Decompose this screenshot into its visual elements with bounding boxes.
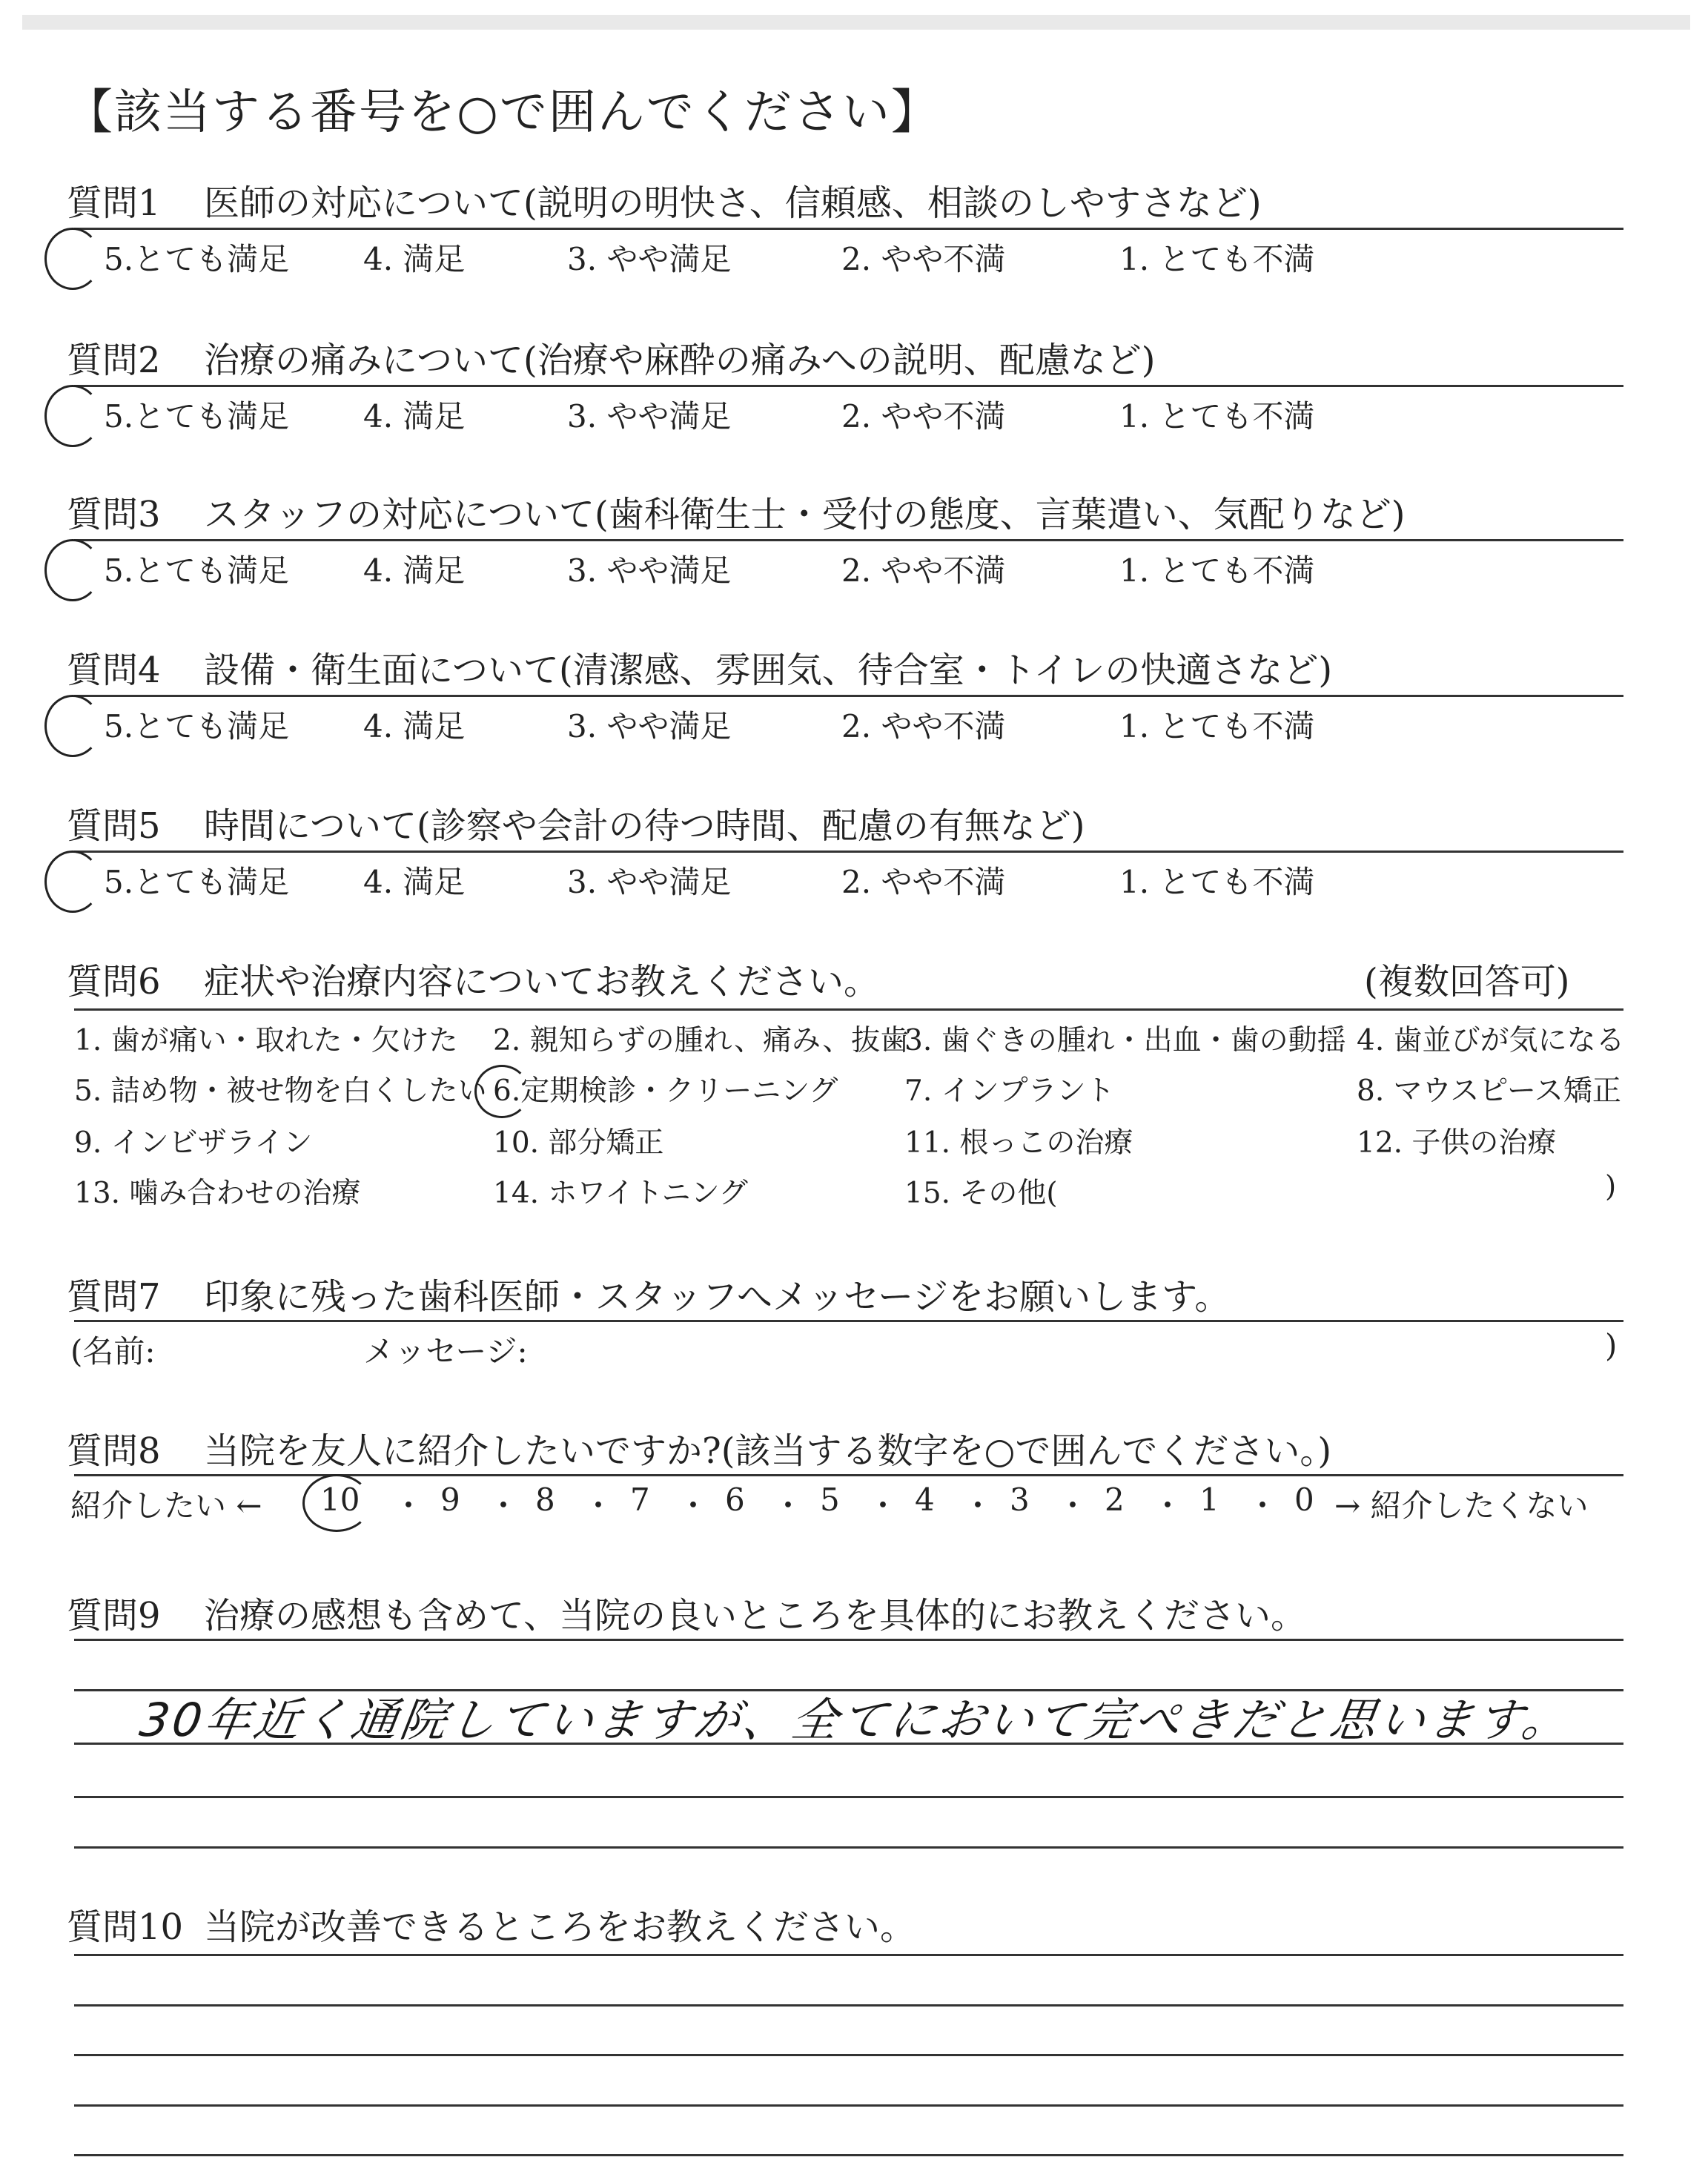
- q5-option-2[interactable]: 2. やや不満: [841, 864, 1006, 900]
- q8-scale-8[interactable]: 8: [535, 1482, 555, 1518]
- q10-rule-5: [74, 2154, 1623, 2156]
- q8-scale-2[interactable]: 2: [1105, 1482, 1125, 1518]
- q8-scale-dot: ・: [962, 1487, 994, 1524]
- q10-text: 当院が改善できるところをお教えください。: [204, 1906, 916, 1948]
- q7-text: 印象に残った歯科医師・スタッフへメッセージをお願いします。: [204, 1276, 1231, 1318]
- q4-option-4[interactable]: 4. 満足: [363, 708, 466, 744]
- q8-scale-9[interactable]: 9: [440, 1482, 460, 1518]
- q8-scale-dot: ・: [1057, 1487, 1089, 1524]
- q10-number: 質問10: [67, 1906, 184, 1948]
- q6-rule: [74, 1008, 1623, 1011]
- q7-number: 質問7: [67, 1276, 161, 1318]
- q5-selection-circle: [44, 851, 101, 913]
- q8-scale-dot: ・: [488, 1487, 520, 1524]
- q10-rule-4: [74, 2104, 1623, 2107]
- q1-text: 医師の対応について(説明の明快さ、信頼感、相談のしやすさなど): [204, 182, 1262, 224]
- q6-choice-14[interactable]: 14. ホワイトニング: [493, 1177, 748, 1210]
- q9-handwritten-answer[interactable]: 30年近く通院していますが、全てにおいて完ぺきだと思います。: [136, 1693, 1575, 1747]
- q6-choice-13[interactable]: 13. 噛み合わせの治療: [74, 1177, 361, 1210]
- q2-rule: [74, 385, 1623, 387]
- q8-scale-0[interactable]: 0: [1294, 1482, 1314, 1518]
- q6-number: 質問6: [67, 961, 161, 1003]
- q8-scale-7[interactable]: 7: [630, 1482, 650, 1518]
- q3-number: 質問3: [67, 494, 161, 535]
- q8-scale-4[interactable]: 4: [915, 1482, 935, 1518]
- q8-scale-dot: ・: [1247, 1487, 1279, 1524]
- q8-rule: [74, 1474, 1623, 1476]
- q5-option-3[interactable]: 3. やや満足: [567, 864, 732, 900]
- q3-option-5[interactable]: 5.とても満足: [104, 552, 290, 589]
- q1-title: [67, 174, 1262, 225]
- q6-selection-circle: [474, 1065, 529, 1118]
- q10-title: [67, 1898, 916, 1949]
- q3-option-1[interactable]: 1. とても不満: [1119, 552, 1315, 589]
- q3-text: スタッフの対応について(歯科衛生士・受付の態度、言葉遣い、気配りなど): [204, 494, 1406, 535]
- q1-option-5[interactable]: 5.とても満足: [104, 241, 290, 277]
- q6-choice-3[interactable]: 3. 歯ぐきの腫れ・出血・歯の動揺: [904, 1024, 1346, 1057]
- q6-choice-9[interactable]: 9. インビザライン: [74, 1126, 313, 1160]
- q2-option-3[interactable]: 3. やや満足: [567, 398, 732, 435]
- q2-option-1[interactable]: 1. とても不満: [1119, 398, 1315, 435]
- q3-rule: [74, 539, 1623, 541]
- q1-selection-circle: [44, 228, 101, 290]
- q7-rule: [74, 1320, 1623, 1322]
- scan-top-edge: [22, 15, 1690, 30]
- q8-scale-5[interactable]: 5: [820, 1482, 840, 1518]
- q8-left-label: 紹介したい ←: [70, 1487, 262, 1524]
- q10-rule-3: [74, 2054, 1623, 2056]
- q4-text: 設備・衛生面について(清潔感、雰囲気、待合室・トイレの快適さなど): [204, 650, 1333, 691]
- q2-option-5[interactable]: 5.とても満足: [104, 398, 290, 435]
- q6-choice-15[interactable]: 15. その他(: [904, 1177, 1058, 1210]
- q5-text: 時間について(診察や会計の待つ時間、配慮の有無など): [204, 805, 1085, 847]
- q6-choice-10[interactable]: 10. 部分矯正: [493, 1126, 664, 1160]
- q9-title: [67, 1587, 1306, 1638]
- q5-number: 質問5: [67, 805, 161, 847]
- q8-scale-6[interactable]: 6: [725, 1482, 745, 1518]
- q6-choice-2[interactable]: 2. 親知らずの腫れ、痛み、抜歯: [493, 1024, 910, 1057]
- q1-option-2[interactable]: 2. やや不満: [841, 241, 1006, 277]
- q8-scale-dot: ・: [678, 1487, 709, 1524]
- q2-option-4[interactable]: 4. 満足: [363, 398, 466, 435]
- q6-other-close-paren: ): [1605, 1170, 1617, 1203]
- q1-number: 質問1: [67, 182, 161, 224]
- q8-scale-dot: ・: [867, 1487, 899, 1524]
- q5-option-1[interactable]: 1. とても不満: [1119, 864, 1315, 900]
- q6-choice-6[interactable]: 6.定期検診・クリーニング: [493, 1074, 838, 1108]
- q10-rule-2: [74, 2004, 1623, 2007]
- q6-choice-4[interactable]: 4. 歯並びが気になる: [1357, 1024, 1625, 1057]
- q5-rule: [74, 851, 1623, 853]
- q8-scale-dot: ・: [772, 1487, 804, 1524]
- q4-selection-circle: [44, 695, 101, 757]
- q8-title: [67, 1422, 1331, 1473]
- q8-right-label: → 紹介したくない: [1334, 1487, 1589, 1524]
- q8-selection-circle: [302, 1474, 371, 1532]
- instruction-header: 【該当する番号を○で囲んでください】: [65, 85, 940, 140]
- q2-selection-circle: [44, 385, 101, 447]
- q5-option-5[interactable]: 5.とても満足: [104, 864, 290, 900]
- q8-scale-1[interactable]: 1: [1199, 1482, 1219, 1518]
- q9-number: 質問9: [67, 1595, 161, 1636]
- q4-number: 質問4: [67, 650, 161, 691]
- q4-title: [67, 641, 1332, 693]
- q3-selection-circle: [44, 539, 101, 601]
- q10-rule-1: [74, 1954, 1623, 1956]
- q2-text: 治療の痛みについて(治療や麻酔の痛みへの説明、配慮など): [204, 340, 1156, 381]
- q1-option-3[interactable]: 3. やや満足: [567, 241, 732, 277]
- q6-choice-5[interactable]: 5. 詰め物・被せ物を白くしたい: [74, 1074, 487, 1108]
- q8-number: 質問8: [67, 1430, 161, 1472]
- q1-option-4[interactable]: 4. 満足: [363, 241, 466, 277]
- q6-choice-12[interactable]: 12. 子供の治療: [1357, 1126, 1557, 1160]
- q6-choice-11[interactable]: 11. 根っこの治療: [904, 1126, 1133, 1160]
- q1-rule: [74, 228, 1623, 230]
- q4-option-1[interactable]: 1. とても不満: [1119, 708, 1315, 744]
- q8-scale-dot: ・: [1152, 1487, 1184, 1524]
- q2-title: [67, 331, 1156, 383]
- q8-text: 当院を友人に紹介したいですか?(該当する数字を○で囲んでください。): [204, 1430, 1332, 1472]
- q9-rule-4: [74, 1796, 1623, 1798]
- q8-scale-10[interactable]: 10: [320, 1482, 360, 1518]
- q2-number: 質問2: [67, 340, 161, 381]
- q3-option-3[interactable]: 3. やや満足: [567, 552, 732, 589]
- q6-title: [67, 953, 879, 1004]
- q4-option-2[interactable]: 2. やや不満: [841, 708, 1006, 744]
- q7-name-label[interactable]: (名前:: [70, 1333, 156, 1370]
- q9-text: 治療の感想も含めて、当院の良いところを具体的にお教えください。: [204, 1595, 1307, 1636]
- q5-option-4[interactable]: 4. 満足: [363, 864, 466, 900]
- q4-option-3[interactable]: 3. やや満足: [567, 708, 732, 744]
- q3-option-2[interactable]: 2. やや不満: [841, 552, 1006, 589]
- q7-title: [67, 1268, 1230, 1319]
- q6-note: (複数回答可): [1364, 961, 1570, 1003]
- q7-close-paren: ): [1605, 1327, 1618, 1364]
- q8-scale-dot: ・: [393, 1487, 425, 1524]
- q9-rule-5: [74, 1846, 1623, 1849]
- q9-rule-1: [74, 1639, 1623, 1641]
- q3-option-4[interactable]: 4. 満足: [363, 552, 466, 589]
- q7-message-label[interactable]: メッセージ:: [363, 1333, 528, 1370]
- q4-option-5[interactable]: 5.とても満足: [104, 708, 290, 744]
- q8-scale-3[interactable]: 3: [1010, 1482, 1030, 1518]
- q6-choice-7[interactable]: 7. インプラント: [904, 1074, 1115, 1108]
- q6-choice-1[interactable]: 1. 歯が痛い・取れた・欠けた: [74, 1024, 458, 1057]
- q2-option-2[interactable]: 2. やや不満: [841, 398, 1006, 435]
- q1-option-1[interactable]: 1. とても不満: [1119, 241, 1315, 277]
- q8-scale-dot: ・: [583, 1487, 615, 1524]
- q3-title: [67, 486, 1406, 537]
- q5-title: [67, 797, 1085, 848]
- q6-choice-8[interactable]: 8. マウスピース矯正: [1357, 1074, 1621, 1108]
- q4-rule: [74, 695, 1623, 697]
- q6-text: 症状や治療内容についてお教えください。: [204, 961, 880, 1003]
